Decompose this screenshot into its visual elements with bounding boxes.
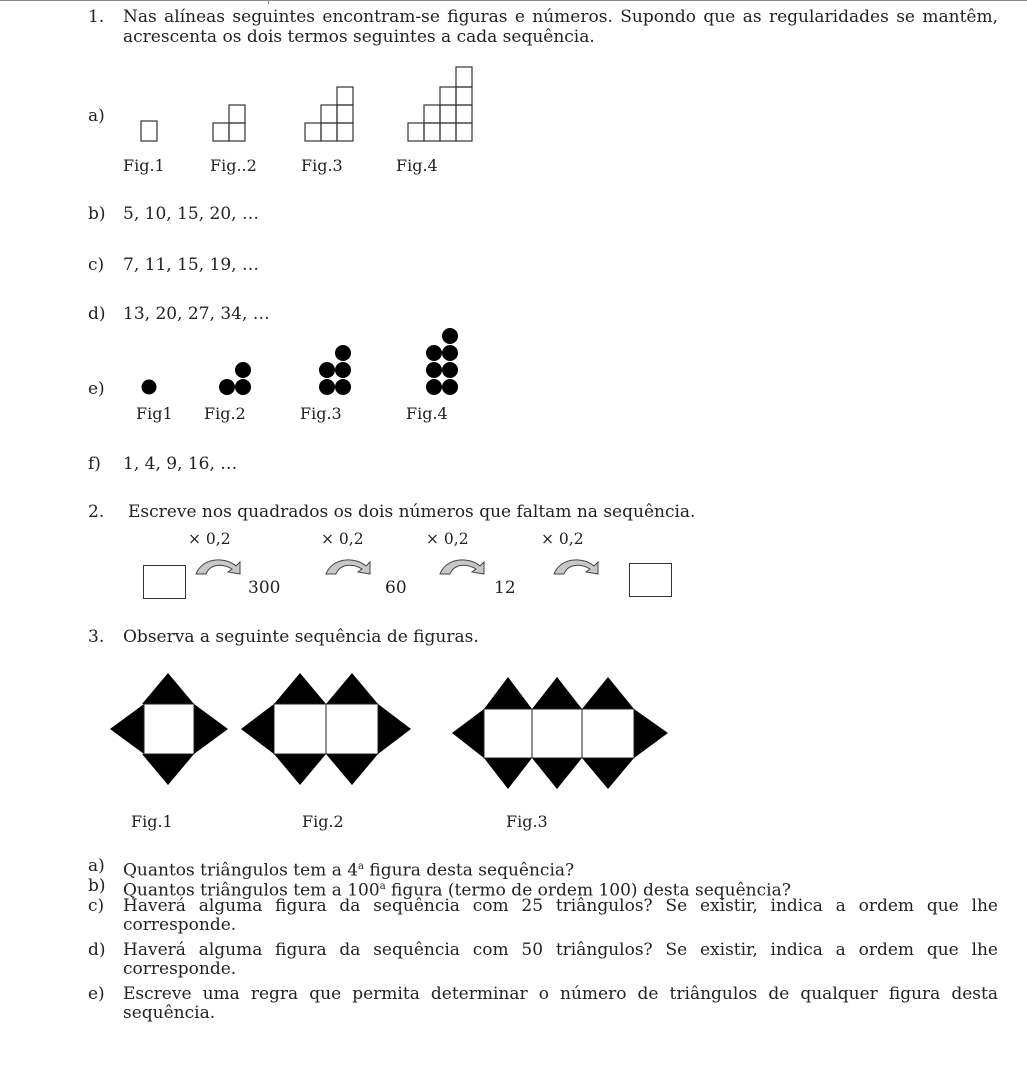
list-item: [88, 876, 1000, 901]
q2-operator-3: × 0,2: [426, 530, 469, 548]
page-top-tick: [268, 0, 269, 4]
q1b-sequence: 5, 10, 15, 20, …: [123, 204, 259, 224]
list-item: [88, 941, 1000, 981]
q3e-label: e): [88, 984, 105, 1004]
q3-fig3-label: Fig.3: [506, 812, 548, 831]
q1a-fig1-label: Fig.1: [123, 156, 165, 175]
q3c-label: c): [88, 896, 105, 916]
q3-fig1-label: Fig.1: [131, 812, 173, 831]
q3-fig2-label: Fig.2: [302, 812, 344, 831]
q3d-label: d): [88, 940, 106, 960]
q1e-fig3-label: Fig.3: [300, 404, 342, 423]
list-item: [88, 856, 1000, 881]
q3-triangle-figures: [108, 667, 673, 789]
q1e-dot-figures: [130, 325, 470, 400]
question-3-number: 3.: [88, 627, 105, 647]
question-2-text: Escreve nos quadrados os dois números que faltam na sequência.: [128, 502, 696, 522]
q1e-label: e): [88, 379, 105, 399]
q1a-fig2-label: Fig..2: [210, 156, 257, 175]
q3d-text: Haverá alguma figura da sequência com 50 triângulos? Se existir, indica a ordem que lhe corresponde.: [123, 940, 998, 979]
q1a-fig4-label: Fig.4: [396, 156, 438, 175]
q3a-text: Quantos triângulos tem a 4$^a$ figura desta sequência?: [123, 860, 575, 881]
q1d-sequence: 13, 20, 27, 34, …: [123, 304, 270, 324]
q3c-text: Haverá alguma figura da sequência com 25 triângulos? Se existir, indica a ordem que lhe corresponde.: [123, 896, 998, 935]
q1a-square-figures: [130, 62, 480, 146]
q1d-label: d): [88, 304, 106, 324]
page-top-border: [0, 0, 1027, 1]
q1b-label: b): [88, 204, 106, 224]
q2-value-60: 60: [385, 578, 407, 598]
q1f-sequence: 1, 4, 9, 16, …: [123, 454, 238, 474]
q2-answer-box-first[interactable]: [143, 565, 186, 599]
q2-operator-4: × 0,2: [541, 530, 584, 548]
question-3-text: Observa a seguinte sequência de figuras.: [123, 627, 479, 647]
q1e-fig1-label: Fig1: [136, 404, 173, 423]
q3e-text: Escreve uma regra que permita determinar o número de triângulos de qualquer figura desta sequência.: [123, 984, 998, 1023]
q2-operator-2: × 0,2: [321, 530, 364, 548]
q1a-label: a): [88, 106, 105, 126]
q1f-label: f): [88, 454, 101, 474]
q2-value-300: 300: [248, 578, 281, 598]
list-item: [88, 985, 1000, 1025]
q3b-label: b): [88, 876, 106, 896]
question-2-number: 2.: [88, 502, 105, 522]
q3b-text: Quantos triângulos tem a 100$^a$ figura (termo de ordem 100) desta sequência?: [123, 880, 791, 901]
q2-value-12: 12: [494, 578, 516, 598]
question-1-text: Nas alíneas seguintes encontram-se figuras e números. Supondo que as regularidades se mantêm, acrescenta os dois termos seguintes a cada sequência.: [123, 7, 998, 47]
q2-operator-1: × 0,2: [188, 530, 231, 548]
q1c-sequence: 7, 11, 15, 19, …: [123, 255, 259, 275]
list-item: [88, 897, 1000, 937]
q1e-fig2-label: Fig.2: [204, 404, 246, 423]
q2-curved-arrows: [190, 554, 620, 580]
q3a-label: a): [88, 856, 105, 876]
q1a-fig3-label: Fig.3: [301, 156, 343, 175]
question-1-number: 1.: [88, 7, 105, 27]
q2-answer-box-last[interactable]: [629, 563, 672, 597]
q1e-fig4-label: Fig.4: [406, 404, 448, 423]
q1c-label: c): [88, 255, 105, 275]
